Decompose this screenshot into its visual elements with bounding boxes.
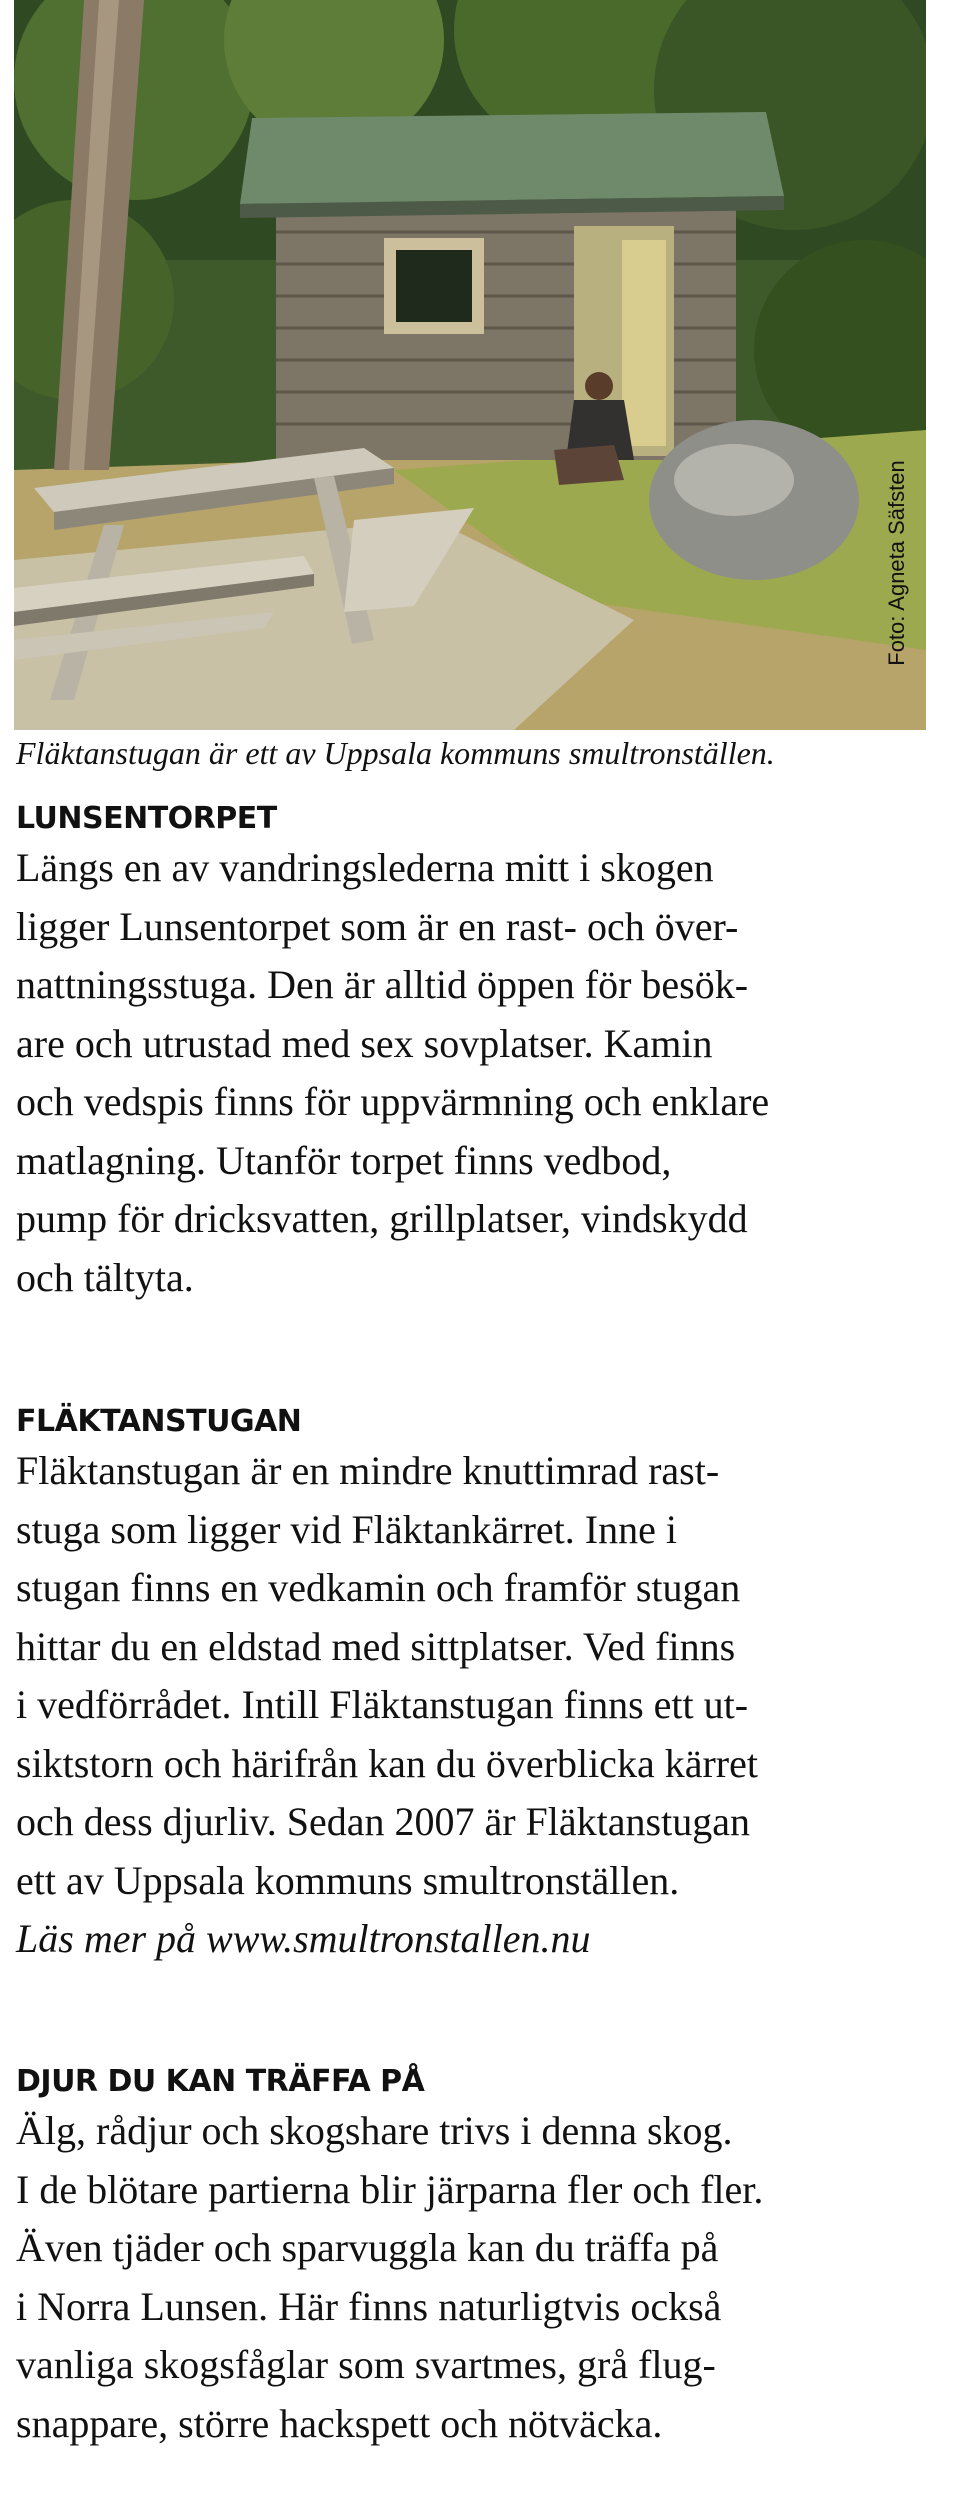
- section-flaktanstugan: [16, 1402, 946, 1969]
- body-line: snappare, större hackspett och nötväcka.: [16, 2400, 663, 2446]
- body-line: ett av Uppsala kommuns smultronställen.: [16, 1857, 680, 1903]
- body-line: i vedförrådet. Intill Fläktanstugan finns ett ut-: [16, 1682, 749, 1727]
- section-body: [16, 839, 946, 1307]
- body-line: matlagning. Utanför torpet finns vedbod,: [16, 1137, 672, 1183]
- section-heading: FLÄKTANSTUGAN: [16, 1404, 302, 1439]
- body-line: i Norra Lunsen. Här finns naturligtvis också: [16, 2283, 722, 2329]
- photo-caption: Fläktanstugan är ett av Uppsala kommuns smultronställen.: [16, 735, 775, 771]
- body-line: siktstorn och härifrån kan du överblicka kärret: [16, 1740, 758, 1786]
- body-line: stugan finns en vedkamin och framför stugan: [16, 1565, 741, 1610]
- section-heading: DJUR DU KAN TRÄFFA PÅ: [16, 2064, 425, 2099]
- body-line: pump för dricksvatten, grillplatser, vindskydd: [16, 1196, 748, 1241]
- section-heading: LUNSENTORPET: [16, 801, 277, 836]
- body-line: hittar du en eldstad med sittplatser. Ved finns: [16, 1623, 736, 1669]
- body-line: stuga som ligger vid Fläktankärret. Inne i: [16, 1506, 677, 1552]
- website-link[interactable]: Läs mer på www.smultronstallen.nu: [16, 1916, 591, 1961]
- body-line: vanliga skogsfåglar som svartmes, grå flug-: [16, 2342, 716, 2387]
- body-line: ligger Lunsentorpet som är en rast- och över-: [16, 903, 739, 949]
- photo-credit-text: Foto: Agneta Säfsten: [884, 460, 909, 666]
- body-line: och vedspis finns för uppvärmning och enklare: [16, 1079, 770, 1124]
- body-line: Längs en av vandringslederna mitt i skogen: [16, 845, 714, 890]
- section-body: [16, 1442, 946, 1969]
- body-line: nattningsstuga. Den är alltid öppen för besök-: [16, 962, 749, 1007]
- body-line: Fläktanstugan är en mindre knuttimrad rast-: [16, 1448, 720, 1493]
- section-body: [16, 2102, 946, 2453]
- body-line: I de blötare partierna blir järparna fler och fler.: [16, 2166, 764, 2212]
- body-line: och dess djurliv. Sedan 2007 är Fläktanstugan: [16, 1799, 750, 1844]
- body-line: are och utrustad med sex sovplatser. Kamin: [16, 1020, 713, 1066]
- body-line: Älg, rådjur och skogshare trivs i denna skog.: [16, 2108, 733, 2153]
- body-line: och tältyta.: [16, 1254, 194, 1300]
- body-line: Även tjäder och sparvuggla kan du träffa på: [16, 2225, 719, 2270]
- cabin-photo: [14, 0, 926, 730]
- photo-credit: [868, 0, 926, 730]
- section-djur: [16, 2062, 946, 2453]
- section-lunsentorpet: [16, 799, 946, 1307]
